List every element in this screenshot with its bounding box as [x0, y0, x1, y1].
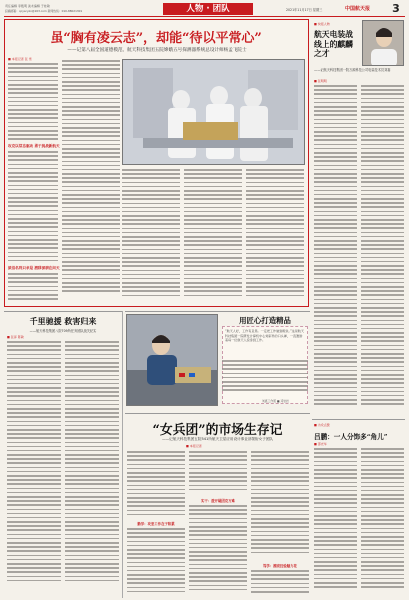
feature-text-col2b	[189, 505, 247, 596]
feature-text-col3b	[251, 570, 309, 596]
lead-subhead: ——记第八届全国道德模范、航天科技集团五院嫦娥五号探测器系统总设计师杨孟飞院士	[67, 48, 247, 53]
lead-text-col2	[62, 60, 120, 305]
feature-text-col3a	[251, 451, 309, 561]
feature-text-col1a	[127, 451, 185, 519]
lead-headline: 虽“胸有凌云志”，却能“待以平常心”	[50, 31, 262, 46]
bottom-mid-text	[222, 360, 308, 396]
masthead-date: 2021年11月17日 星期三	[286, 8, 323, 12]
lead-text-col1b	[8, 151, 58, 263]
feature-text-col1b	[127, 528, 185, 596]
right-headline: 航天电装战线上的麒麟之才	[314, 30, 353, 59]
section-title: 人物 · 团队	[163, 3, 253, 15]
right-bottom-text-col2	[361, 448, 404, 596]
right-bottom-headline: 吕鹏：一人分饰多“角儿”	[314, 433, 388, 441]
masthead-rule	[4, 16, 405, 17]
lead-text-col5	[246, 169, 304, 305]
lead-text-col3	[122, 169, 180, 305]
feature-subhead-3: 笃学：擦亮经验魅力花	[263, 564, 297, 568]
right-subhead: ——记航天科技集团一院万源科技公司电装技术员刘嘉	[314, 68, 391, 72]
bottom-mid-quote: “航天人好，工作有意思。一定把工作做到极致。”这是航天科技集团一院研发计算机中心刘家科的口头禅，一直激励着每一位航天人投身到工作。	[222, 326, 308, 404]
feature-rule	[125, 413, 310, 414]
masthead-editors: 责任编辑 李筱明 美术编辑 于桂敏	[5, 4, 50, 8]
bottom-mid-headline: 用匠心打造精品	[239, 316, 291, 325]
lead-subhead-2: 淡泊名利只求是 潜移深耕在问天	[8, 266, 60, 270]
feature-subhead: ——记航天科技集团五院541所航天卫星应用设计事业部领衔女子团队	[161, 437, 274, 441]
lead-subhead-1: 攻克以常态驱动 勇于挑战新航天	[8, 144, 60, 148]
right-text-col2	[361, 85, 404, 415]
right-kicker: ■ 快报人物	[314, 22, 330, 26]
bottom-mid-photo	[126, 314, 218, 406]
lead-photo	[122, 59, 305, 165]
right-portrait	[362, 20, 404, 66]
bottom-mid-caption: 刘嘉工作照 ■ 邓岩岩	[262, 399, 289, 403]
masthead-paper: 中国航天报	[345, 6, 371, 12]
lead-text-col4	[184, 169, 242, 305]
feature-headline: “女兵团”的市场生存记	[152, 423, 283, 438]
bottom-left-byline: ■ 张泽 陈敏	[7, 335, 24, 339]
feature-byline: ■ 本报记者	[186, 444, 202, 448]
bottom-left-divider	[122, 311, 123, 598]
right-bottom-text-col1	[314, 448, 357, 596]
right-text-col1	[314, 85, 357, 415]
bottom-left-headline: 千里驰援 救害归来	[29, 316, 97, 326]
bottom-mid-rule	[125, 311, 310, 312]
page-number: 3	[392, 2, 400, 15]
lead-byline: ■ 本报记者 张 雪	[8, 57, 32, 61]
feature-subhead-1: 勤学：攻坚工作在于积累	[137, 522, 175, 526]
bottom-left-text-col2	[65, 341, 119, 596]
right-bottom-rule	[312, 419, 405, 420]
feature-text-col2a	[189, 451, 247, 496]
right-bottom-byline: ■ 邵光华	[314, 442, 327, 446]
right-byline: ■ 张明明	[314, 79, 327, 83]
right-bottom-kicker: ■ 为众点赞	[314, 423, 330, 427]
masthead-contact: 投稿邮箱：qcyscyzx@163.com 新闻热线：010-88021301	[5, 9, 83, 13]
lead-text-col1c	[8, 273, 58, 305]
lead-text-col1	[8, 63, 58, 141]
bottom-left-subhead: ——航天科技集团八院709所任务团队战关纪实	[29, 329, 97, 333]
bottom-left-text-col1	[7, 341, 61, 596]
feature-subhead-2: 实干：拨开疑团克万难	[201, 499, 235, 503]
bottom-left-rule	[4, 311, 122, 312]
